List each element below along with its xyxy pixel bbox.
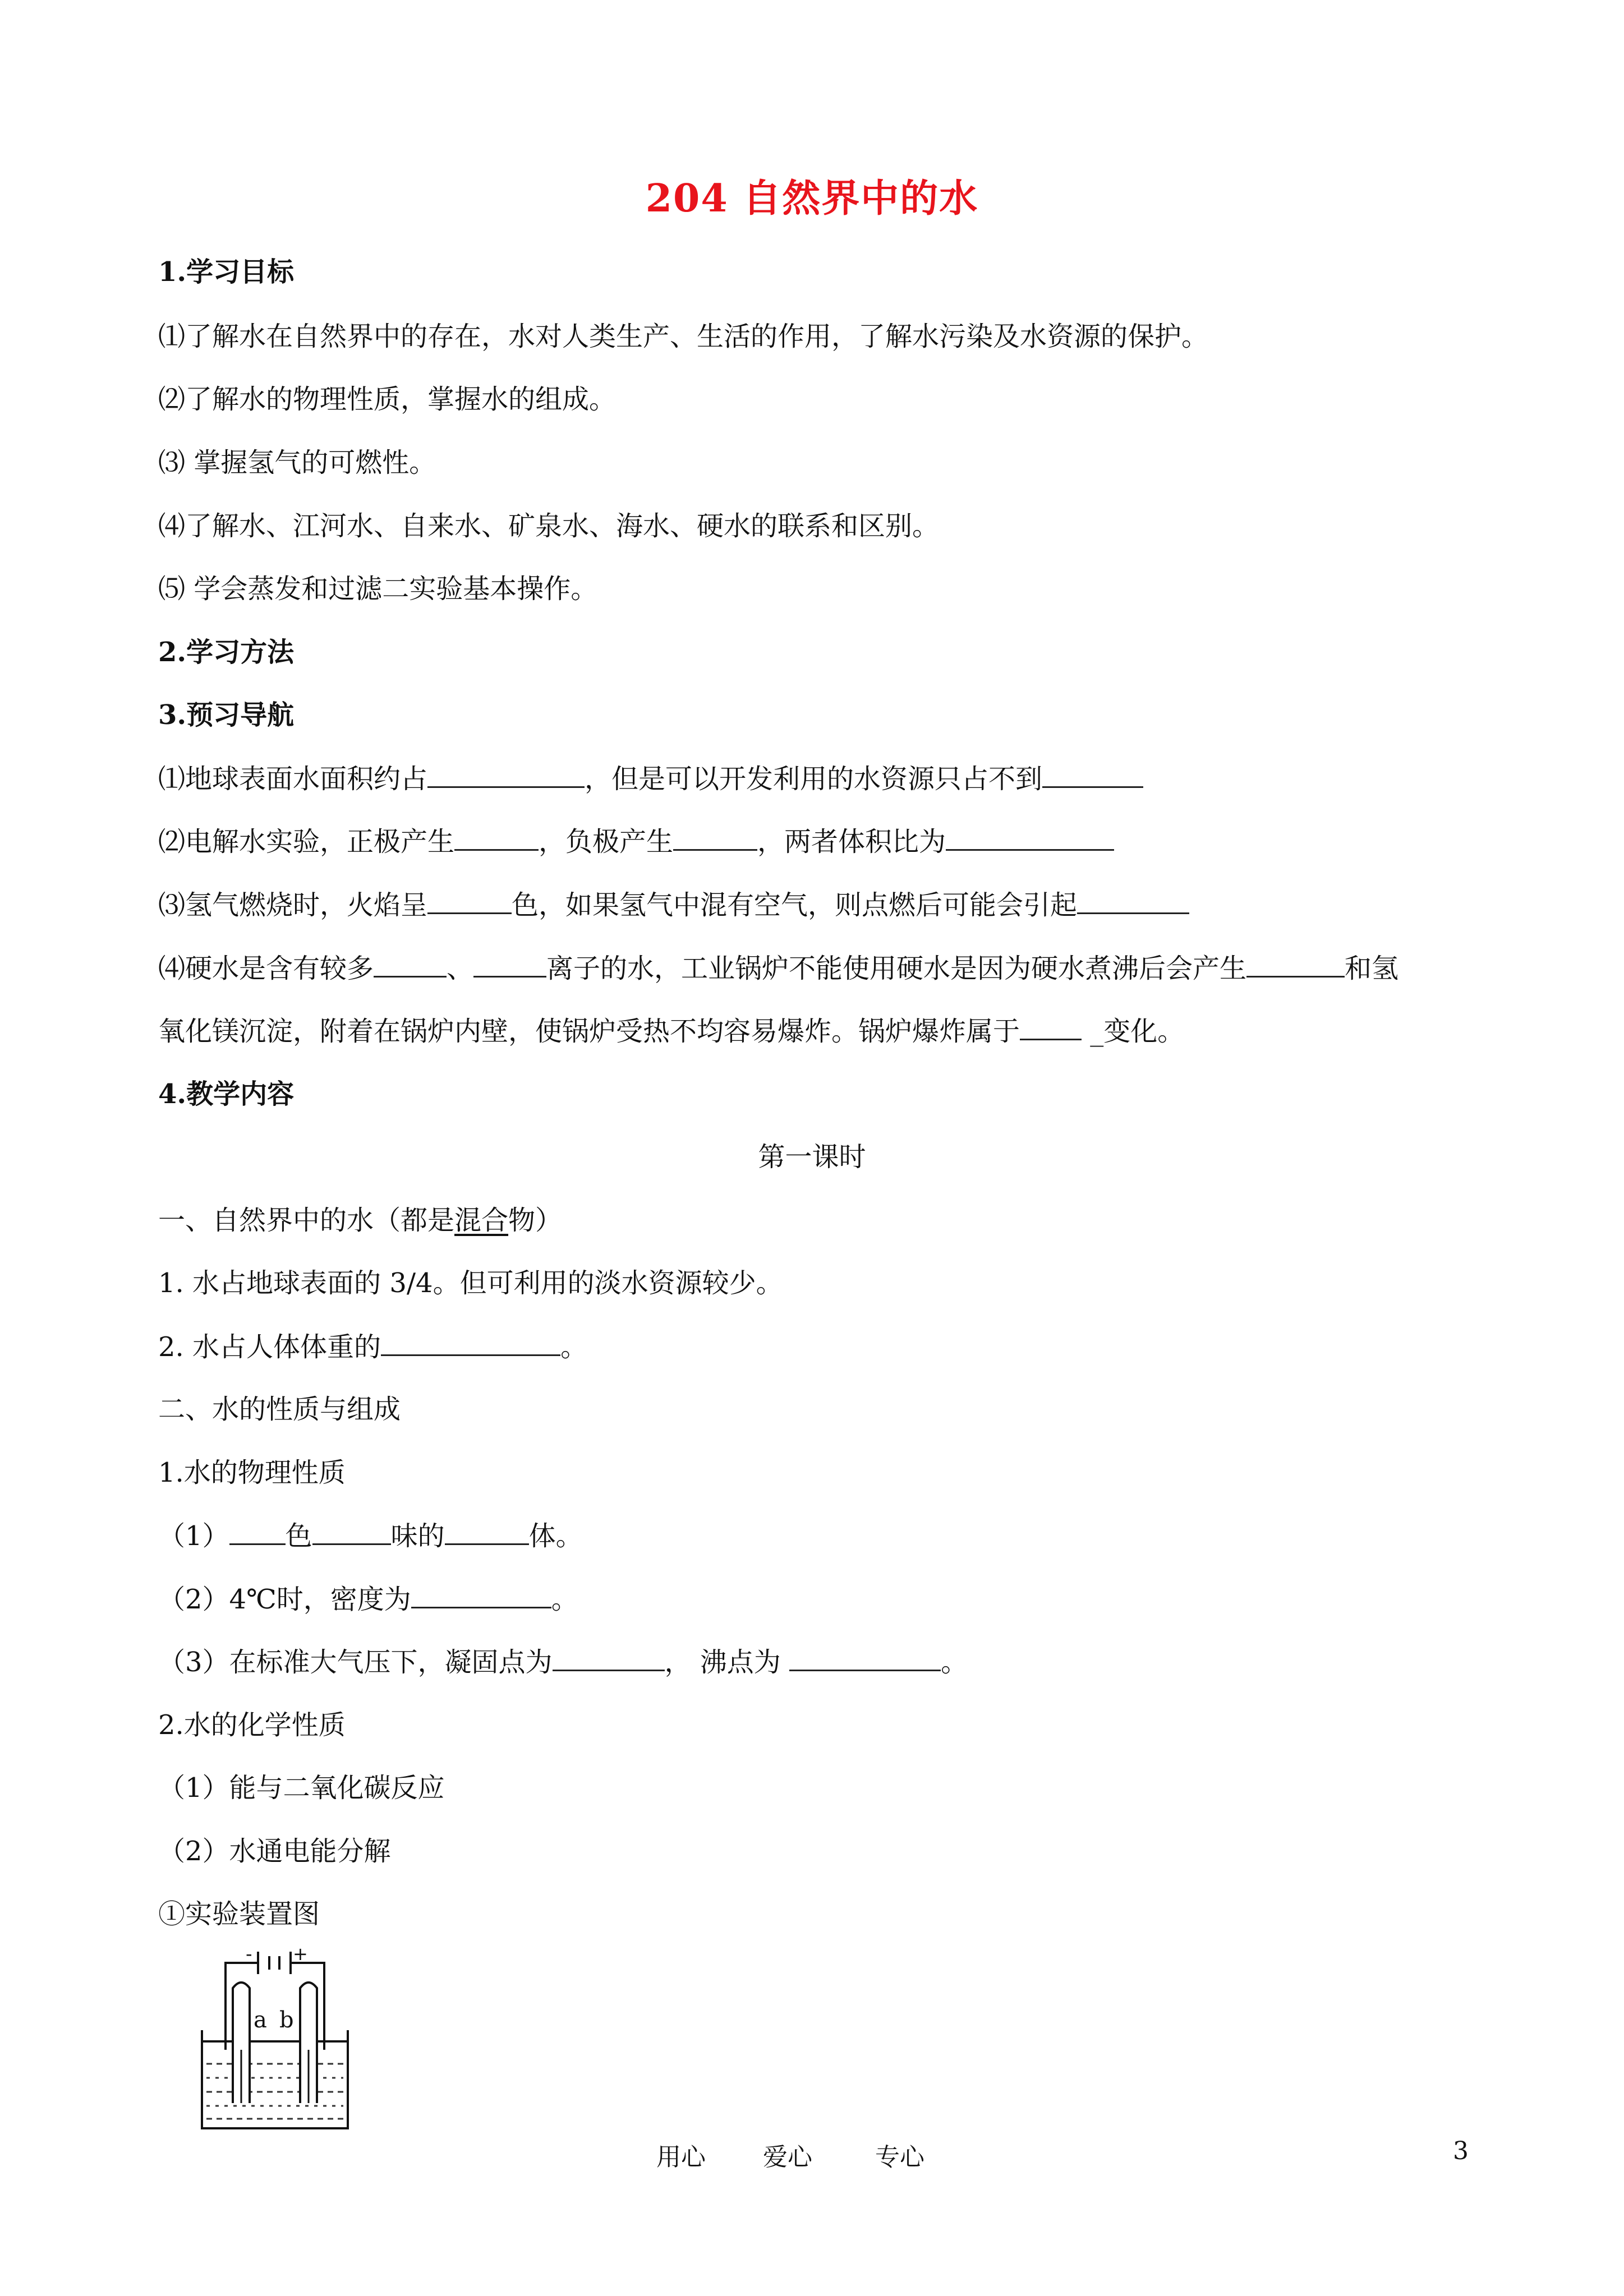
apparatus-label: ①实验装置图 (158, 1898, 320, 1930)
physical-property-3: （3）在标准大气压下，凝固点为 ， 沸点为 。 (158, 1645, 968, 1679)
fill-blank[interactable] (374, 951, 447, 978)
battery-plus-label: + (293, 1943, 308, 1965)
fill-blank[interactable] (454, 824, 539, 851)
fill-blank[interactable] (946, 824, 1114, 851)
footer-word-2: 爱心 (763, 2143, 812, 2171)
fill-blank[interactable] (673, 824, 757, 851)
fill-blank[interactable] (1246, 951, 1345, 978)
fill-blank[interactable] (312, 1519, 391, 1545)
section-2-heading: 2.学习方法 (158, 637, 295, 668)
chemical-property-1: （1）能与二氧化碳反应 (158, 1772, 445, 1804)
lesson-label: 第一课时 (758, 1141, 866, 1173)
battery-minus-label: - (246, 1943, 252, 1965)
part-1-heading: 一、自然界中的水（都是混合物） (158, 1205, 563, 1236)
objective-2: ⑵了解水的物理性质，掌握水的组成。 (158, 384, 617, 415)
physical-properties-heading: 1.水的物理性质 (158, 1457, 346, 1488)
tube-a-label: a (254, 2007, 267, 2033)
fill-blank[interactable] (1042, 762, 1143, 788)
tube-b-label: b (279, 2007, 294, 2033)
section-3-heading: 3.预习导航 (158, 699, 295, 731)
preview-question-3: ⑶氢气燃烧时，火焰呈 色，如果氢气中混有空气，则点燃后可能会引起 (158, 888, 1189, 922)
page-title: 204 自然界中的水 (645, 176, 979, 221)
fill-blank[interactable] (553, 1645, 665, 1671)
footer-word-3: 专心 (875, 2143, 924, 2171)
point-1: 1. 水占地球表面的 3/4。但可利用的淡水资源较少。 (158, 1267, 783, 1299)
preview-question-4-cont: 氧化镁沉淀，附着在锅炉内壁，使锅炉受热不均容易爆炸。锅炉爆炸属于 _变化。 (158, 1014, 1184, 1048)
fill-blank[interactable] (427, 762, 585, 788)
fill-blank[interactable] (381, 1330, 560, 1356)
fill-blank[interactable] (1020, 1014, 1082, 1040)
page-number: 3 (1453, 2137, 1469, 2165)
part-2-heading: 二、水的性质与组成 (158, 1394, 401, 1425)
objective-4: ⑷了解水、江河水、自来水、矿泉水、海水、硬水的联系和区别。 (158, 510, 940, 542)
section-4-heading: 4.教学内容 (158, 1078, 295, 1110)
physical-property-1: （1） 色 味的 体。 (158, 1519, 583, 1553)
preview-question-4: ⑷硬水是含有较多 、 离子的水，工业锅炉不能使用硬水是因为硬水煮沸后会产生 和氢 (158, 951, 1398, 985)
chemical-property-2: （2）水通电能分解 (158, 1836, 391, 1867)
fill-blank[interactable] (789, 1645, 941, 1671)
fill-blank[interactable] (229, 1519, 286, 1545)
preview-question-2: ⑵电解水实验，正极产生 ，负极产生 ，两者体积比为 (158, 824, 1114, 859)
point-2: 2. 水占人体体重的 。 (158, 1330, 587, 1364)
fill-blank[interactable] (445, 1519, 529, 1545)
fill-blank[interactable] (473, 951, 546, 978)
fill-blank[interactable] (1077, 888, 1189, 914)
fill-blank[interactable] (427, 888, 512, 914)
objective-5: ⑸ 学会蒸发和过滤二实验基本操作。 (158, 573, 598, 605)
water-surface (206, 2064, 343, 2119)
chemical-properties-heading: 2.水的化学性质 (158, 1709, 346, 1741)
fill-blank[interactable] (411, 1582, 551, 1608)
footer-word-1: 用心 (656, 2143, 706, 2171)
objective-3: ⑶ 掌握氢气的可燃性。 (158, 447, 436, 478)
section-1-heading: 1.学习目标 (158, 256, 295, 288)
electrolysis-apparatus-diagram (191, 1935, 359, 2137)
preview-question-1: ⑴地球表面水面积约占 ，但是可以开发利用的水资源只占不到 (158, 762, 1143, 796)
physical-property-2: （2）4℃时，密度为 。 (158, 1582, 578, 1616)
objective-1: ⑴了解水在自然界中的存在，水对人类生产、生活的作用，了解水污染及水资源的保护。 (158, 321, 1209, 352)
